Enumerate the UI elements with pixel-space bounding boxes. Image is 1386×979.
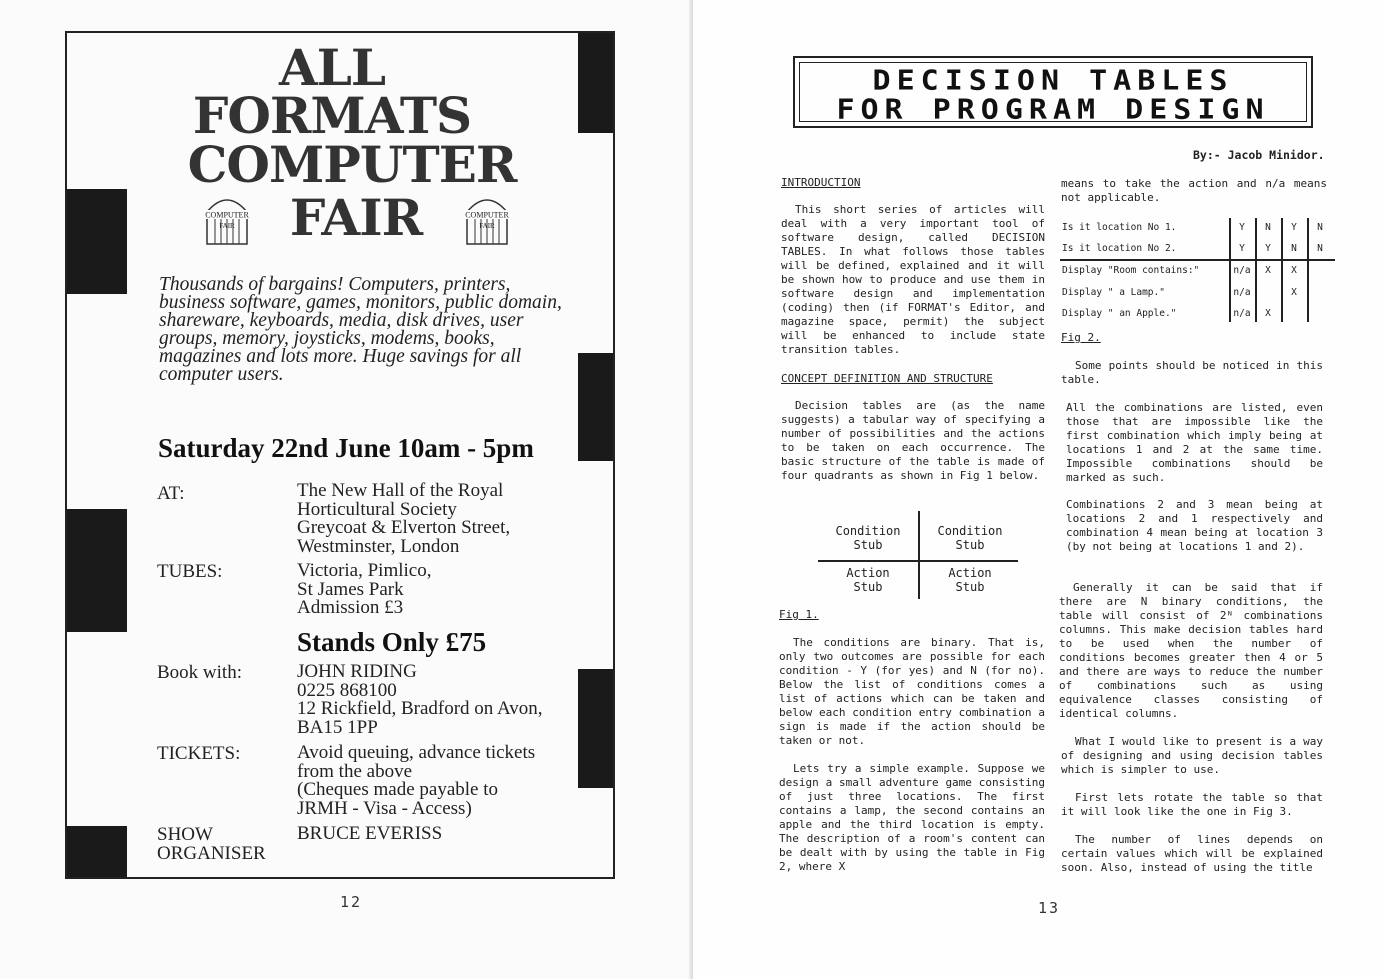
venue-line: Greycoat & Elverton Street,	[297, 517, 511, 538]
venue-address	[297, 482, 567, 556]
col2-continuation: means to take the action and n/a means not applicable.	[1061, 177, 1327, 204]
example-paragraph: Lets try a simple example. Suppose we design a small adventure game consisting of just three locations. The first contains a lamp, the second contains an apple and the third location is empty. The description of a room's content can be dealt with by using the table in Fig 2, where X	[779, 762, 1045, 873]
venue-line: The New Hall of the Royal	[297, 480, 504, 501]
fig2-cell: X	[1291, 265, 1297, 276]
page-number-right: 13	[1038, 899, 1061, 917]
booking-line: BA15 1PP	[297, 716, 378, 738]
article-title-line-1: DECISION TABLES	[872, 64, 1234, 97]
general-paragraph: Generally it can be said that if there are N binary conditions, the table will consist of 2ᴺ combinations columns. This make decision tables hard to be used when the number of conditions becomes greater then 4 or 5 and there are ways to reduce the number of combinations such as using equivalence classes consisting of identical columns.	[1059, 581, 1323, 720]
cell-line: Action	[948, 566, 992, 580]
fig2-row-label: Display " an Apple."	[1062, 308, 1177, 319]
figure-1-quadrants	[818, 511, 1018, 599]
action-stub	[818, 566, 918, 594]
figure-1-label: Fig 1.	[779, 608, 819, 621]
figure-1-horizontal-divider	[818, 560, 1018, 562]
right-black-bar-2	[578, 353, 613, 461]
left-black-bar-3	[67, 826, 127, 879]
concept-paragraph: Decision tables are (as the name suggests) a tabular way of specifying a number of possibilities and the actions to be taken on each occurrence. The basic structure of the table is made of four quadrants as shown in Fig 1 below.	[781, 399, 1045, 482]
svg-text:COMPUTER: COMPUTER	[465, 210, 509, 220]
title-inner-border	[799, 62, 1307, 126]
fig2-cell: X	[1291, 287, 1297, 298]
page-number-left: 12	[340, 893, 363, 911]
svg-text:COMPUTER: COMPUTER	[205, 210, 249, 220]
cell-line: Condition	[937, 524, 1003, 538]
tickets-label: TICKETS:	[157, 743, 241, 764]
author-byline: By:- Jacob Minidor.	[1193, 148, 1325, 162]
fig2-row-label: Display " a Lamp."	[1062, 287, 1165, 298]
action-entry	[920, 566, 1020, 594]
combinations-2-paragraph: Combinations 2 and 3 mean being at locations 2 and 1 respectively and combination 4 mean being at location 3 (by not being at locations 1 and 2).	[1066, 498, 1323, 553]
concept-heading: CONCEPT DEFINITION AND STRUCTURE	[781, 372, 993, 385]
cell-line: Action	[846, 566, 890, 580]
fig2-condition-action-divider	[1060, 259, 1335, 261]
cell-line: Stub	[853, 538, 883, 552]
booking-line: 0225 868100	[297, 679, 397, 701]
fig2-cell: Y	[1239, 222, 1245, 233]
fig2-row-label: Display "Room contains:"	[1062, 265, 1200, 276]
fig2-cell: n/a	[1233, 287, 1251, 298]
left-black-bar-2	[67, 509, 127, 632]
ad-title-line-4: FAIR	[289, 188, 423, 247]
right-page	[693, 0, 1386, 979]
tickets-line: Avoid queuing, advance tickets	[297, 742, 536, 763]
stands-price: Stands Only £75	[297, 627, 487, 657]
tubes-label: TUBES:	[157, 561, 223, 582]
tickets-info	[297, 744, 587, 818]
ad-intro-text: Thousands of bargains! Computers, printers, business software, games, monitors, public domain, shareware, keyboards, media, disk drives, user groups, memory, joysticks, modems, books, magazines and lots more. Huge savings for all computer users.	[159, 274, 562, 385]
fig2-row-label: Is it location No 2.	[1062, 243, 1177, 254]
tubes-info	[297, 562, 567, 618]
computer-fair-logo-left	[201, 188, 253, 246]
fig2-column-divider	[1307, 218, 1309, 322]
fig2-cell: X	[1265, 308, 1271, 319]
rotate-paragraph: First lets rotate the table so that it will look like the one in Fig 3.	[1061, 791, 1323, 818]
lines-paragraph: The number of lines depends on certain values which will be explained soon. Also, instead of using the title	[1061, 833, 1323, 874]
tubes-line: St James Park	[297, 578, 404, 600]
condition-stub	[818, 524, 918, 552]
fig2-cell: N	[1317, 222, 1323, 233]
venue-line: Horticultural Society	[297, 498, 457, 520]
ad-title-line-3: COMPUTER	[187, 135, 517, 194]
svg-text:FAIR: FAIR	[479, 222, 495, 230]
tubes-line: Victoria, Pimlico,	[297, 560, 432, 581]
present-paragraph: What I would like to present is a way of designing and using decision tables which is simpler to use.	[1061, 735, 1323, 776]
points-paragraph: Some points should be noticed in this table.	[1061, 359, 1323, 386]
condition-entry	[920, 524, 1020, 552]
article-title-banner	[793, 56, 1313, 128]
article-title-line-2: FOR PROGRAM DESIGN	[836, 93, 1270, 126]
fig2-cell: N	[1317, 243, 1323, 254]
organiser-name: BRUCE EVERISS	[297, 823, 443, 844]
cell-line: Stub	[853, 580, 883, 594]
computer-fair-advert	[65, 31, 615, 879]
figure-2-label: Fig 2.	[1061, 331, 1101, 344]
organiser-label-line: ORGANISER	[157, 843, 266, 864]
computer-fair-logo-right	[461, 188, 513, 246]
fig2-row-label: Is it location No 1.	[1062, 222, 1177, 233]
cell-line: Stub	[955, 580, 985, 594]
booking-line: 12 Rickfield, Bradford on Avon,	[297, 698, 543, 719]
intro-heading: INTRODUCTION	[781, 176, 861, 189]
ad-date: Saturday 22nd June 10am - 5pm	[158, 433, 534, 463]
fig2-cell: Y	[1265, 243, 1271, 254]
booking-contact	[297, 663, 587, 737]
cell-line: Stub	[955, 538, 985, 552]
fig2-cell: N	[1265, 222, 1271, 233]
ad-title-line-1: ALL	[278, 38, 386, 97]
organiser-label-line: SHOW	[157, 824, 213, 845]
tickets-line: from the above	[297, 760, 413, 782]
tubes-line: Admission £3	[297, 597, 404, 618]
at-label: AT:	[157, 483, 185, 504]
organiser-label	[157, 825, 266, 863]
binary-paragraph: The conditions are binary. That is, only two outcomes are possible for each condition - Y (for yes) and N (for no). Below the list of conditions comes a list of actions which can be taken and below each condition entry combination a sign is made if the action should be taken or not.	[779, 636, 1045, 747]
tickets-line: (Cheques made payable to	[297, 779, 499, 800]
fig2-cell: n/a	[1233, 308, 1251, 319]
cell-line: Condition	[835, 524, 901, 538]
booking-line: JOHN RIDING	[297, 661, 417, 682]
intro-paragraph: This short series of articles will deal with a very important tool of software design, called DECISION TABLES. In what follows those tables will be defined, explained and it will be shown how to produce and use them in software design and implementation (coding) then (if FORMAT's Editor, and magazine space, permit) the subject will be enhanced to include state transition tables.	[781, 203, 1045, 356]
figure-2-decision-table	[1060, 218, 1335, 322]
fig2-cell: Y	[1239, 243, 1245, 254]
fig2-cell: Y	[1291, 222, 1297, 233]
tickets-line: JRMH - Visa - Access)	[297, 797, 472, 819]
combinations-paragraph: All the combinations are listed, even those that are impossible like the first combination which imply being at locations 1 and 2 at the same time. Impossible combinations should be marked as such.	[1066, 401, 1323, 484]
book-label: Book with:	[157, 662, 242, 683]
svg-text:FAIR: FAIR	[219, 222, 235, 230]
fig2-cell: X	[1265, 265, 1271, 276]
venue-line: Westminster, London	[297, 535, 460, 557]
fig2-cell: N	[1291, 243, 1297, 254]
fig2-cell: n/a	[1233, 265, 1251, 276]
ad-title-line-2: FORMATS	[192, 86, 472, 145]
